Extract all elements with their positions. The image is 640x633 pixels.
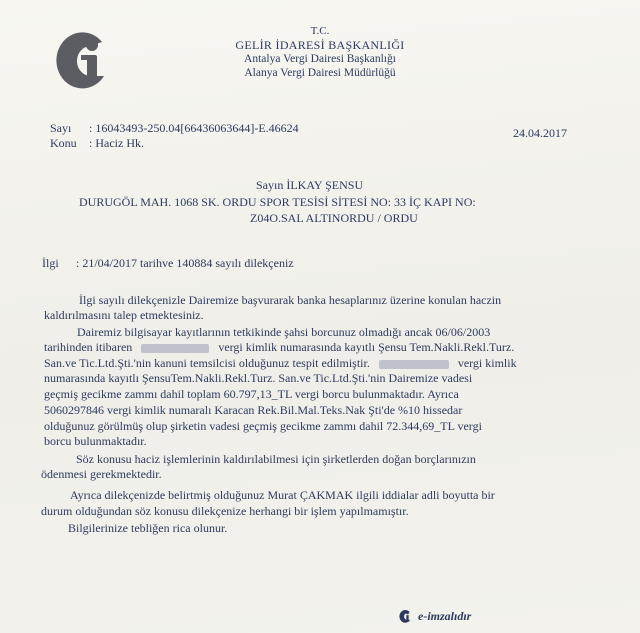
ilgi-label: İlgi [42,256,59,270]
p3-line1: Söz konusu haciz işlemlerinin kaldırılabilmesi için şirketlerden doğan borçlarınızın [76,452,476,466]
p2-line6: 5060297846 vergi kimlik numaralı Karacan Rek.Bil.Mal.Teks.Nak Şti'de %10 hissedar [44,403,463,417]
p2-line8: borcu bulunmaktadır. [44,434,147,448]
p4-line2: durum olduğundan söz konusu dilekçenize herhangi bir işlem yapılmamıştır. [41,504,409,518]
p5-closing: Bilgilerinize tebliğen rica olunur. [68,521,228,535]
e-signature-note: e-imzalıdır [418,609,472,623]
p1-line2: kaldırılmasını talep etmektesiniz. [44,308,204,322]
addressee-name: Sayın İLKAY ŞENSU [256,178,364,192]
p2-line2-b: vergi kimlik numarasında kayıtlı Şensu Tem.Nakli.Rekl.Turz. [218,340,515,354]
konu-label: Konu [50,136,77,150]
header-sub1: Antalya Vergi Dairesi Başkanlığı [244,53,396,65]
konu-value: : Haciz Hk. [89,136,144,150]
p3-line2: ödenmesi gerekmektedir. [41,467,162,481]
redacted-tax-id-2 [379,360,449,369]
p2-line2-a: tarihinden itibaren [44,340,133,354]
document-date: 24.04.2017 [513,126,567,140]
p2-line1: Dairemiz bilgisayar kayıtlarının tetkikinde şahsi borcunuz olmadığı ancak 06/06/2003 [77,325,491,339]
ilgi-value: : 21/04/2017 tarihve 140884 sayılı dilekçeniz [76,256,294,270]
p2-line4: numarasında kayıtlı ŞensuTem.Nakli.Rekl.Turz. San.ve Tic.Ltd.Şti.'nin Dairemize vadesi [44,371,473,385]
p1-line1: İlgi sayılı dilekçenizle Dairemize başvurarak banka hesaplarınız üzerine konulan haczin [79,293,502,307]
gib-logo-icon [52,28,110,94]
header-sub2: Alanya Vergi Dairesi Müdürlüğü [244,67,396,79]
p4-line1: Ayrıca dilekçenizde belirtmiş olduğunuz Murat ÇAKMAK ilgili iddialar adli boyutta bir [70,488,495,502]
gib-small-logo-icon [398,609,412,624]
p2-line3-a: San.ve Tic.Ltd.Şti.'nin kanuni temsilcisi olduğunuz tespit edilmiştir. [44,356,370,370]
p2-line7: olduğunuz görülmüş olup şirketin vadesi geçmiş gecikme zammı dahil 72.344,69_TL vergi [44,419,482,433]
p2-line2 [44,340,514,355]
p2-line5: geçmiş gecikme zammı dahil toplam 60.797,13_TL vergi borcu bulunmaktadır. Ayrıca [44,387,459,401]
letterhead [180,24,460,80]
p2-line3 [44,356,517,371]
p2-line3-b: vergi kimlik [457,356,517,370]
addressee-line2: Z04O.SAL ALTINORDU / ORDU [250,211,418,225]
addressee-line1: DURUGÖL MAH. 1068 SK. ORDU SPOR TESİSİ SİTESİ NO: 33 İÇ KAPI NO: [79,195,476,209]
sayi-label: Sayı [50,121,72,135]
redacted-tax-id [141,344,209,353]
sayi-value: : 16043493-250.04[66436063644]-E.46624 [89,121,299,135]
header-title: GELİR İDARESİ BAŞKANLIĞI [235,38,405,52]
header-tc: T.C. [310,25,330,37]
